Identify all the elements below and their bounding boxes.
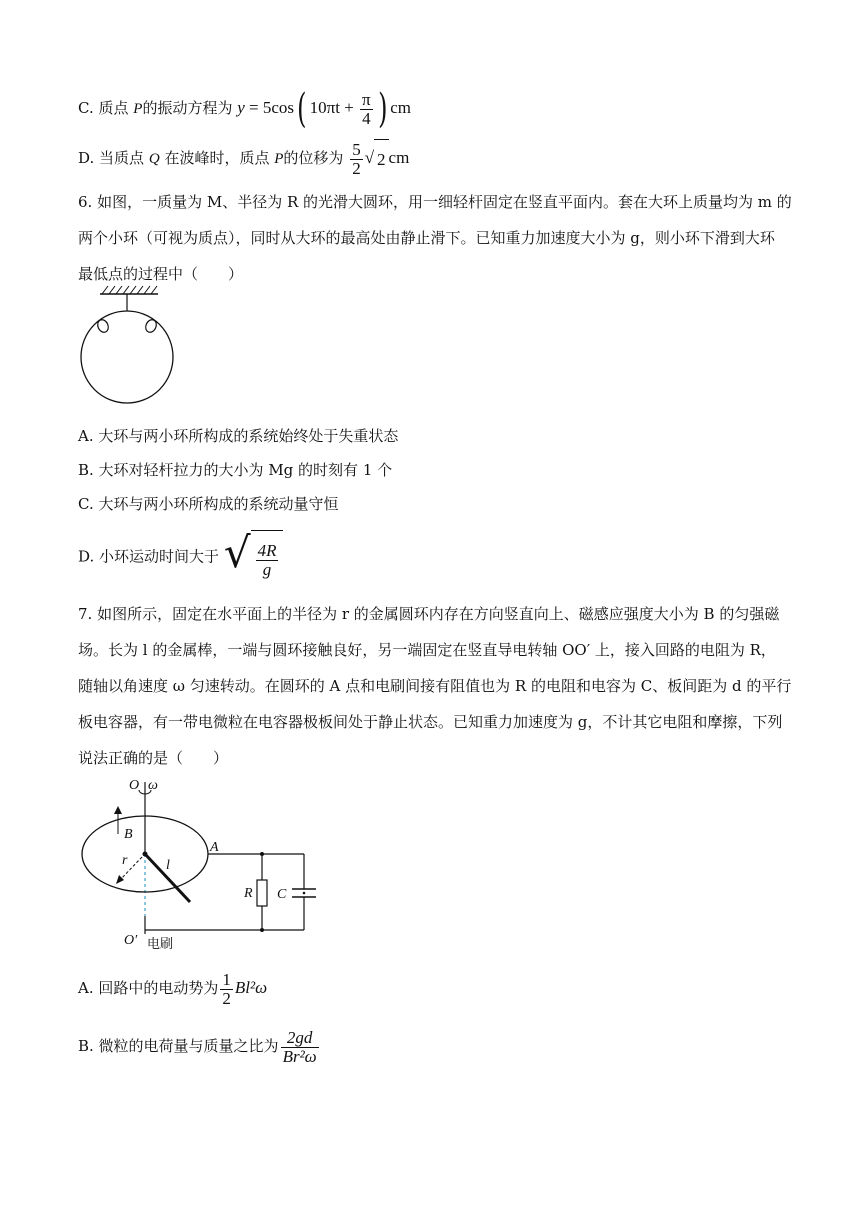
left-paren-icon: ( [297,86,307,133]
q7-a-frac-den: 2 [222,988,231,1008]
q6-option-b[interactable]: B. 大环对轻杆拉力的大小为 Mg 的时刻有 1 个 [78,461,393,479]
small-ring-right-icon [144,318,159,334]
q5-d-root: 2 [374,139,389,180]
q7-stem-line3: 随轴以角速度 ω 匀速转动。在圆环的 A 点和电刷间接有阻值也为 R 的电阻和电容为 C、板间距为 d 的平行 [78,677,792,695]
q5-option-c-prefix: C. 质点 [78,99,129,117]
fig-label-r: r [122,853,128,868]
q5-d-fraction [350,141,363,178]
q6-stem-line3: 最低点的过程中（ ） [78,265,244,283]
q5-d-unit: cm [388,148,410,167]
resistor-icon [257,880,267,906]
fig-label-oprime: O′ [124,933,138,948]
q5-option-d-var1: Q [148,151,160,167]
q6-option-d-root [224,530,284,585]
q5-option-d-value [348,139,410,178]
q7-b-frac-num: 2gd [281,1029,319,1048]
q6-stem-line1: 6. 如图，一质量为 M、半径为 R 的光滑大圆环，用一细轻杆固定在竖直平面内。套在大环上质量均为 m 的 [78,193,792,211]
q7-option-a-expr [218,969,268,1008]
q7-a-term: Bl²ω [234,978,268,997]
q5-option-d-tail: 的位移为 [283,149,344,167]
q7-option-a-prefix: A. 回路中的电动势为 [78,979,219,997]
fig-label-l: l [166,858,170,873]
q6-d-fraction [256,542,279,579]
q6-figure [70,284,190,414]
sqrt-icon: √ [364,148,375,167]
q6-option-c[interactable]: C. 大环与两小环所构成的系统动量守恒 [78,495,339,513]
right-paren-icon: ) [377,86,388,133]
q5-option-c[interactable] [78,86,412,133]
q5-option-d-var2: P [274,151,284,167]
small-ring-left-icon [96,318,111,334]
fig-label-omega: ω [148,778,158,793]
fig-label-capacitor: C [277,887,287,902]
q5-eq-frac-num: π [362,89,371,109]
q6-option-d-prefix: D. 小环运动时间大于 [78,547,220,566]
q7-option-b[interactable] [78,1024,321,1068]
sqrt-icon: √ [223,528,251,577]
q7-b-frac-den: Br²ω [282,1046,317,1066]
q6-d-frac-den: g [262,559,272,579]
q7-a-fraction [220,971,233,1008]
q7-option-a[interactable] [78,966,267,1010]
q5-eq-unit: cm [390,98,412,117]
q5-eq-arg: 10πt + [309,98,354,117]
q5-eq-frac-den: 4 [362,108,371,128]
q7-option-b-prefix: B. 微粒的电荷量与质量之比为 [78,1037,279,1055]
q5-d-frac-num: 5 [352,139,361,159]
q5-eq-sign: = 5cos [249,98,295,117]
q7-stem-line2: 场。长为 l 的金属棒，一端与圆环接触良好，另一端固定在竖直导电转轴 OO′ 上，接入回路的电阻为 R， [78,641,776,659]
q5-option-d[interactable] [78,138,409,178]
fig-label-b: B [124,827,133,842]
q6-option-d[interactable] [78,530,283,582]
q7-a-frac-num: 1 [222,969,231,989]
q7-stem [78,596,790,776]
fig-label-brush: 电刷 [147,937,174,952]
q7-option-b-expr [279,1027,321,1066]
q5-option-d-mid: 在波峰时，质点 [164,149,270,167]
q6-stem [78,184,790,292]
q7-figure [78,772,318,952]
fig-label-resistor: R [244,886,253,901]
q7-stem-line1: 7. 如图所示，固定在水平面上的半径为 r 的金属圆环内存在方向竖直向上、磁感应强度大小为 B 的匀强磁 [78,605,780,623]
q6-stem-line2: 两个小环（可视为质点），同时从大环的最高处由静止滑下。已知重力加速度大小为 g，则小环下滑到大环 [78,229,775,247]
q5-eq-fraction [360,91,373,128]
q6-option-a[interactable]: A. 大环与两小环所构成的系统始终处于失重状态 [78,427,399,445]
q5-eq-left: y [237,98,245,117]
q5-option-d-prefix: D. 当质点 [78,149,145,167]
q5-option-c-equation [237,86,412,133]
q7-stem-line4: 板电容器，有一带电微粒在电容器极板间处于静止状态。已知重力加速度为 g，不计其它电阻和摩擦，下列 [78,713,783,731]
fig-label-a: A [210,840,219,855]
q5-option-c-mid: 的振动方程为 [142,99,233,117]
q7-stem-line5: 说法正确的是（ ） [78,749,229,767]
q5-d-frac-den: 2 [352,158,361,178]
q7-b-fraction [281,1029,319,1066]
fig-label-o: O [129,778,140,793]
q5-option-c-var: P [133,101,143,117]
q6-d-frac-num: 4R [257,540,277,560]
